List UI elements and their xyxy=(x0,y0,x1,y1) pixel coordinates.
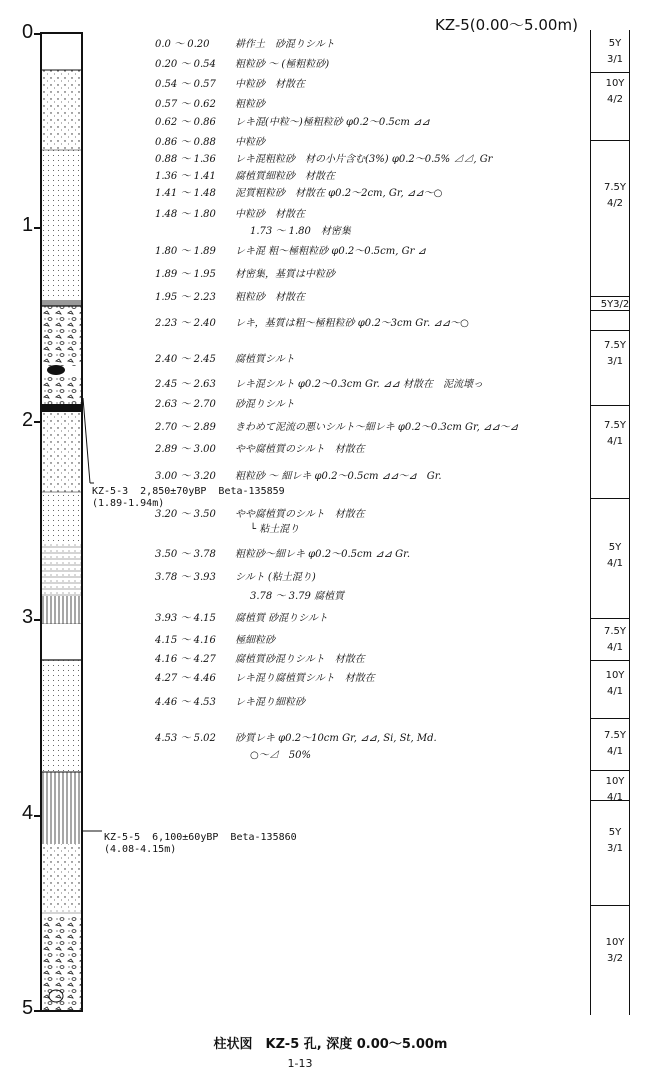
lithology-text: 粗粒砂 xyxy=(235,99,265,110)
description-row xyxy=(155,242,426,257)
depth-range: 0.54 ～ 0.57 xyxy=(155,79,216,90)
lithology-text: 粗粒砂 材散在 xyxy=(235,292,305,303)
depth-range: 2.45 ～ 2.63 xyxy=(155,379,216,390)
depth-range: 1.36 ～ 1.41 xyxy=(155,171,216,182)
depth-range: 3.93 ～ 4.15 xyxy=(155,613,216,624)
description-row xyxy=(155,205,305,220)
lithology-text: 泥質粗粒砂 材散在 φ0.2～2cm, Gr, ⊿⊿～○ xyxy=(235,188,443,199)
color-divider xyxy=(591,718,629,719)
description-row xyxy=(155,288,305,303)
depth-range: 2.70 ～ 2.89 xyxy=(155,422,216,433)
lithology-text: 腐植質細粒砂 材散在 xyxy=(235,171,335,182)
depth-range: 0.62 ～ 0.86 xyxy=(155,117,216,128)
description-row xyxy=(155,314,469,329)
description-row xyxy=(155,568,316,583)
lithology-text: 耕作土 砂混りシルト xyxy=(235,39,335,50)
munsell-color-label: 10Y 4/1 xyxy=(605,776,625,803)
lithology-text: 粗粒砂 ～ 細レキ φ0.2～0.5cm ⊿⊿～⊿ Gr. xyxy=(235,471,442,482)
dating-pointer-1 xyxy=(80,395,110,490)
lithology-text: 腐植質シルト xyxy=(235,354,295,365)
depth-range: 4.53 ～ 5.02 xyxy=(155,733,216,744)
depth-range: 0.20 ～ 0.54 xyxy=(155,59,216,70)
depth-range: 0.57 ～ 0.62 xyxy=(155,99,216,110)
depth-label-2: 2 xyxy=(22,409,34,431)
depth-range: 4.16 ～ 4.27 xyxy=(155,654,216,665)
depth-label-3: 3 xyxy=(22,606,34,628)
lithology-text: シルト (粘土混り) xyxy=(235,572,316,583)
lithology-text: 粗粒砂 ～ (極粗粒砂) xyxy=(235,59,330,70)
depth-range: 0.0 ～ 0.20 xyxy=(155,39,210,50)
depth-range: 3.78 ～ 3.93 xyxy=(155,572,216,583)
lithology-text: レキ混 粗～極粗粒砂 φ0.2～0.5cm, Gr ⊿ xyxy=(235,246,426,257)
description-row xyxy=(155,729,437,744)
lithology-text: 砂質レキ φ0.2～10cm Gr, ⊿⊿, Si, St, Md. xyxy=(235,733,437,744)
lithology-text: レキ混り腐植質シルト 材散在 xyxy=(235,673,375,684)
lithology-text: 1.73 ～ 1.80 材密集 xyxy=(250,226,351,237)
depth-range: 4.46 ～ 4.53 xyxy=(155,697,216,708)
lithology-text: レキ混シルト φ0.2～0.3cm Gr. ⊿⊿ 材散在 泥流壊っ xyxy=(235,379,483,390)
lithology-text: やや腐植質のシルト 材散在 xyxy=(235,509,365,520)
munsell-color-label: 5Y3/2 xyxy=(600,299,630,310)
description-row xyxy=(155,265,335,280)
depth-range: 1.48 ～ 1.80 xyxy=(155,209,216,220)
stratigraphic-column xyxy=(40,32,83,1012)
color-divider xyxy=(591,660,629,661)
lithology-text: レキ，基質は粗～極粗粒砂 φ0.2～3cm Gr. ⊿⊿～○ xyxy=(235,318,469,329)
lithology-text: 3.78 ～ 3.79 腐植質 xyxy=(250,591,345,602)
description-row xyxy=(155,505,365,520)
description-row xyxy=(155,167,335,182)
description-row xyxy=(155,150,492,165)
description-row xyxy=(155,418,518,433)
depth-range: 0.86 ～ 0.88 xyxy=(155,137,216,148)
color-divider xyxy=(591,770,629,771)
depth-range: 1.89 ～ 1.95 xyxy=(155,269,216,280)
description-row xyxy=(155,35,335,50)
description-row xyxy=(155,609,328,624)
description-row xyxy=(155,113,430,128)
color-divider xyxy=(591,72,629,73)
lithology-text: └ 粘土混り xyxy=(250,524,300,535)
lithology-text: 中粒砂 材散在 xyxy=(235,209,305,220)
lithology-text: 粗粒砂～細レキ φ0.2～0.5cm ⊿⊿ Gr. xyxy=(235,549,411,560)
color-divider xyxy=(591,330,629,331)
description-row xyxy=(155,75,305,90)
depth-range: 2.23 ～ 2.40 xyxy=(155,318,216,329)
page-number: 1-13 xyxy=(287,1057,313,1070)
dating-pointer-2 xyxy=(80,826,105,838)
lithology-text: 中粒砂 材散在 xyxy=(235,79,305,90)
description-row xyxy=(155,184,442,199)
depth-range: 1.80 ～ 1.89 xyxy=(155,246,216,257)
dating-label-1: KZ-5-3 2,850±70yBP Beta-135859 (1.89-1.94m) xyxy=(92,486,285,509)
depth-range: 1.41 ～ 1.48 xyxy=(155,188,216,199)
depth-range: 4.15 ～ 4.16 xyxy=(155,635,216,646)
munsell-color-label: 5Y 4/1 xyxy=(606,542,624,569)
depth-range: 2.63 ～ 2.70 xyxy=(155,399,216,410)
figure-caption: 柱状図 KZ-5 孔, 深度 0.00～5.00m xyxy=(213,1037,448,1052)
description-row xyxy=(155,55,329,70)
lithology-text: 腐植質 砂混りシルト xyxy=(235,613,328,624)
description-row xyxy=(155,467,442,482)
description-row xyxy=(155,746,311,761)
munsell-color-label: 5Y 3/1 xyxy=(606,827,624,854)
depth-label-5: 5 xyxy=(22,997,34,1019)
column-pattern xyxy=(42,34,81,1010)
color-divider xyxy=(591,905,629,906)
dating-label-2: KZ-5-5 6,100±60yBP Beta-135860 (4.08-4.15m) xyxy=(104,832,297,855)
lithology-text: 極細粒砂 xyxy=(235,635,275,646)
description-row xyxy=(155,133,265,148)
description-row xyxy=(155,545,410,560)
depth-range: 0.88 ～ 1.36 xyxy=(155,154,216,165)
description-row xyxy=(155,395,295,410)
lithology-text: レキ混(中粒～)極粗粒砂 φ0.2～0.5cm ⊿⊿ xyxy=(235,117,430,128)
lithology-text: やや腐植質のシルト 材散在 xyxy=(235,444,365,455)
lithology-text: 砂混りシルト xyxy=(235,399,295,410)
lithology-text: きわめて泥流の悪いシルト～細レキ φ0.2～0.3cm Gr, ⊿⊿～⊿ xyxy=(235,422,519,433)
description-row xyxy=(155,650,365,665)
lithology-text: 材密集，基質は中粒砂 xyxy=(235,269,335,280)
description-row xyxy=(155,375,483,390)
depth-label-0: 0 xyxy=(22,21,34,43)
description-row xyxy=(155,350,295,365)
depth-range: 3.20 ～ 3.50 xyxy=(155,509,216,520)
depth-range: 2.40 ～ 2.45 xyxy=(155,354,216,365)
description-row xyxy=(155,631,275,646)
lithology-text: ○～⊿ 50% xyxy=(250,750,311,761)
depth-range: 3.00 ～ 3.20 xyxy=(155,471,216,482)
lithology-text: レキ混り細粒砂 xyxy=(235,697,305,708)
sheet-title: KZ-5(0.00～5.00m) xyxy=(435,16,578,34)
description-row xyxy=(155,520,299,535)
color-divider xyxy=(591,405,629,406)
munsell-color-label: 10Y 4/2 xyxy=(605,78,625,105)
depth-label-4: 4 xyxy=(22,802,34,824)
munsell-color-label: 7.5Y 4/1 xyxy=(603,730,626,757)
munsell-color-label: 7.5Y 4/1 xyxy=(603,626,626,653)
description-row xyxy=(155,693,305,708)
color-divider xyxy=(591,498,629,499)
depth-range: 3.50 ～ 3.78 xyxy=(155,549,216,560)
color-divider xyxy=(591,618,629,619)
depth-label-1: 1 xyxy=(22,214,34,236)
description-row xyxy=(155,440,365,455)
lithology-text: 中粒砂 xyxy=(235,137,265,148)
munsell-color-label: 10Y 4/1 xyxy=(605,670,625,697)
munsell-color-label: 7.5Y 4/1 xyxy=(603,420,626,447)
depth-range: 1.95 ～ 2.23 xyxy=(155,292,216,303)
munsell-color-label: 7.5Y 3/1 xyxy=(603,340,626,367)
munsell-color-label: 7.5Y 4/2 xyxy=(603,182,626,209)
color-divider xyxy=(591,140,629,141)
description-row xyxy=(155,587,344,602)
description-row xyxy=(155,669,375,684)
description-row xyxy=(155,222,351,237)
depth-range: 4.27 ～ 4.46 xyxy=(155,673,216,684)
description-row xyxy=(155,95,265,110)
color-column xyxy=(590,30,630,1015)
lithology-text: レキ混粗粒砂 材の小片含む(3%) φ0.2～0.5% ⊿⊿, Gr xyxy=(235,154,493,165)
munsell-color-label: 5Y 3/1 xyxy=(606,38,624,65)
lithology-text: 腐植質砂混りシルト 材散在 xyxy=(235,654,365,665)
munsell-color-label: 10Y 3/2 xyxy=(605,937,625,964)
depth-range: 2.89 ～ 3.00 xyxy=(155,444,216,455)
